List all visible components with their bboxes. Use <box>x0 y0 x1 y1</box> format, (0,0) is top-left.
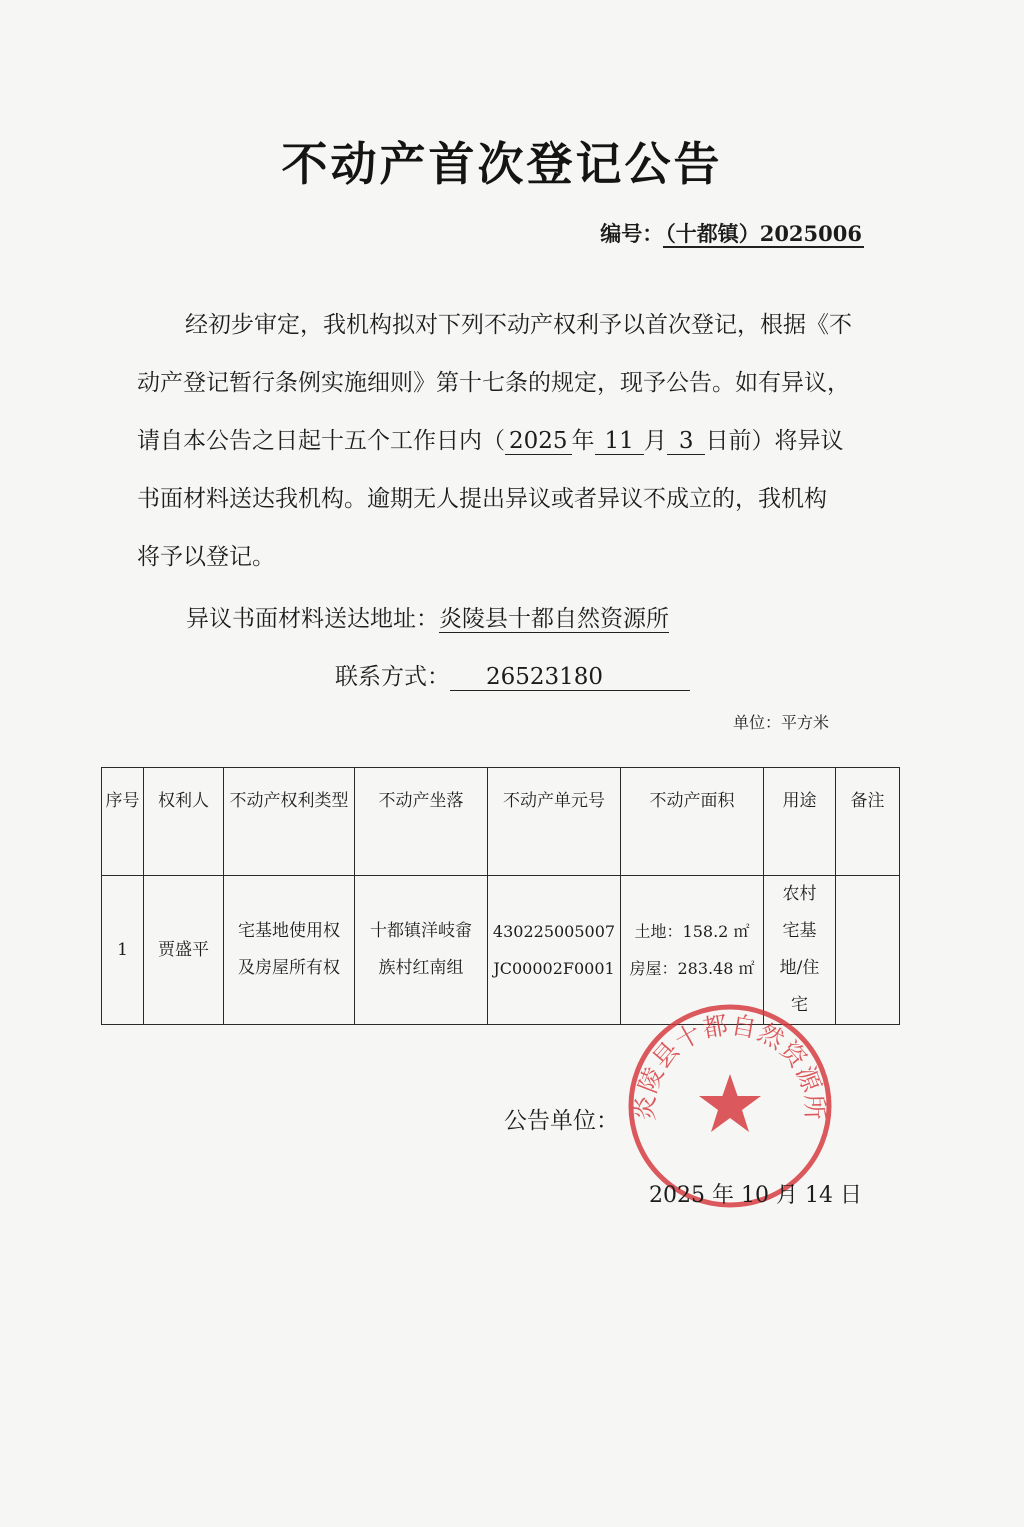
body-line-1: 经初步审定，我机构拟对下列不动产权利予以首次登记，根据《不 <box>185 312 852 338</box>
cell-location-text: 十都镇洋岐畲 族村红南组 <box>370 921 472 978</box>
objection-address <box>186 600 669 633</box>
body-line-2: 动产登记暂行条例实施细则》第十七条的规定，现予公告。如有异议， <box>137 370 850 396</box>
body-line-5: 将予以登记。 <box>137 544 275 570</box>
issuer-label: 公告单位： <box>504 1108 619 1134</box>
header-use: 用途 <box>764 768 836 876</box>
contact-label: 联系方式： <box>335 664 450 690</box>
year-char: 年 <box>571 428 595 454</box>
objection-address-value: 炎陵县十都自然资源所 <box>439 606 669 632</box>
header-location: 不动产坐落 <box>355 768 488 876</box>
cell-unit-no <box>488 876 621 1025</box>
seal-text: 炎陵县十都自然资源所 <box>630 1010 830 1122</box>
header-holder: 权利人 <box>144 768 224 876</box>
cell-right-type-text: 宅基地使用权 及房屋所有权 <box>238 921 340 978</box>
contact-info <box>335 658 690 691</box>
contact-value: 26523180 <box>450 664 690 691</box>
month-char: 月 <box>643 428 667 454</box>
table-header-row <box>102 768 900 876</box>
cell-right-type <box>224 876 355 1025</box>
cell-seq: 1 <box>102 876 144 1025</box>
cell-holder: 贾盛平 <box>144 876 224 1025</box>
page-title: 不动产首次登记公告 <box>281 137 723 191</box>
deadline-month: 11 <box>595 428 644 455</box>
deadline-year: 2025 <box>505 428 572 455</box>
cell-location <box>355 876 488 1025</box>
registration-table <box>101 767 900 1025</box>
cell-use <box>764 876 836 1025</box>
cell-area-text: 土地：158.2 ㎡ 房屋：283.48 ㎡ <box>629 922 755 978</box>
table-row <box>102 876 900 1025</box>
unit-note: 单位：平方米 <box>733 713 830 732</box>
header-seq: 序号 <box>102 768 144 876</box>
seal-star-icon <box>699 1074 761 1132</box>
notice-body <box>137 296 877 586</box>
objection-address-label: 异议书面材料送达地址： <box>186 606 439 632</box>
body-line-3-pre: 请自本公告之日起十五个工作日内（ <box>137 428 505 454</box>
header-unit-no: 不动产单元号 <box>488 768 621 876</box>
header-remark: 备注 <box>836 768 900 876</box>
body-line-3 <box>137 412 877 470</box>
cell-unit-no-text: 430225005007 JC00002F0001 <box>492 922 616 978</box>
notice-date: 2025 年 10 月 14 日 <box>649 1183 862 1208</box>
header-area: 不动产面积 <box>621 768 764 876</box>
body-line-4: 书面材料送达我机构。逾期无人提出异议或者异议不成立的，我机构 <box>137 486 827 512</box>
body-line-3-post: 日前）将异议 <box>705 428 844 454</box>
cell-remark <box>836 876 900 1025</box>
deadline-day: 3 <box>667 428 706 455</box>
cell-area <box>621 876 764 1025</box>
document-number <box>600 218 864 248</box>
document-number-label: 编号： <box>600 221 664 246</box>
cell-use-text: 农村 宅基 地/住 宅 <box>779 884 820 1015</box>
document-number-value: （十都镇）2025006 <box>665 221 862 246</box>
header-right-type: 不动产权利类型 <box>224 768 355 876</box>
